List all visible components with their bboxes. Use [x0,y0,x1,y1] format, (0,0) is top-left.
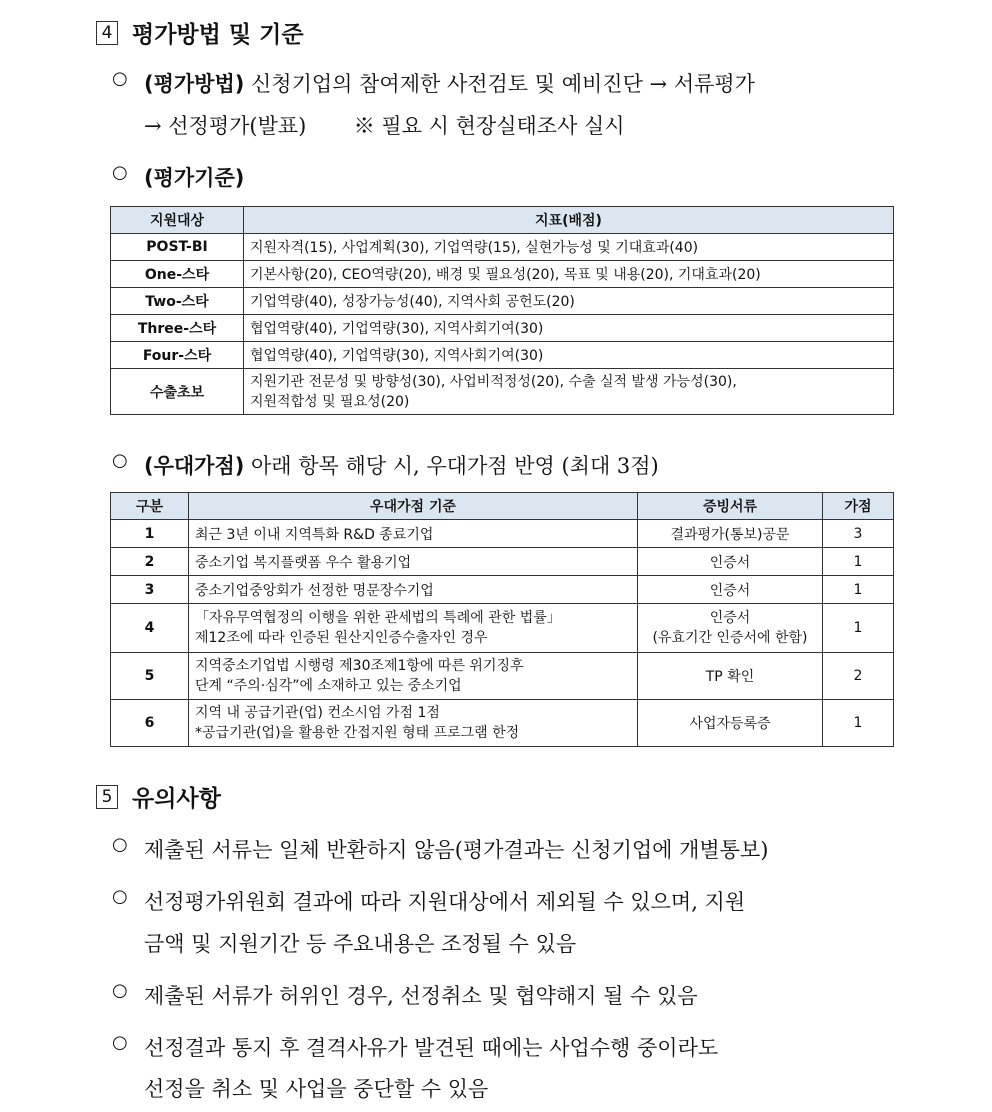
bonus-points-label: (우대가점) [144,454,245,478]
table-row: 1 최근 3년 이내 지역특화 R&D 종료기업 결과평가(통보)공문 3 [111,520,894,548]
column-header: 지원대상 [111,207,244,234]
evaluation-criteria-label: (평가기준) [144,166,245,190]
notice-item: ○ 제출된 서류가 허위인 경우, 선정취소 및 협약해지 될 수 있음 [112,980,698,1008]
section-5-heading [96,780,221,813]
column-header: 지표(배점) [244,207,894,234]
table-header-row [111,493,894,520]
table-row: 2 중소기업 복지플랫폼 우수 활용기업 인증서 1 [111,548,894,576]
notice-item: ○ 선정결과 통지 후 결격사유가 발견된 때에는 사업수행 중이라도 [112,1032,719,1060]
notice-item: ○ 선정평가위원회 결과에 따라 지원대상에서 제외될 수 있으며, 지원 [112,886,746,914]
criteria-table [110,206,894,415]
evaluation-method-label: (평가방법) [144,72,245,96]
evaluation-method-bullet [112,68,912,98]
table-row: Two-스타 기업역량(40), 성장가능성(40), 지역사회 공헌도(20) [111,288,894,315]
table-row: POST-BI 지원자격(15), 사업계획(30), 기업역량(15), 실현가능성 및 기대효과(40) [111,234,894,261]
table-row: Three-스타 협업역량(40), 기업역량(30), 지역사회기여(30) [111,315,894,342]
bonus-points-table [110,492,894,747]
section-title: 유의사항 [132,786,221,812]
bullet-circle-icon: ○ [112,450,128,471]
bullet-circle-icon: ○ [112,68,128,89]
bullet-circle-icon: ○ [112,1032,128,1053]
bonus-points-text: 아래 항목 해당 시, 우대가점 반영 (최대 3점) [244,454,659,478]
site-inspection-note: ※ 필요 시 현장실태조사 실시 [353,114,625,138]
bullet-circle-icon: ○ [112,162,128,183]
column-header: 증빙서류 [638,493,823,520]
section-title: 평가방법 및 기준 [132,22,304,48]
notice-item-line2: 선정을 취소 및 사업을 중단할 수 있음 [144,1077,489,1101]
bullet-circle-icon: ○ [112,834,128,855]
column-header: 가점 [823,493,894,520]
section-4-heading [96,16,304,49]
table-row: 3 중소기업중앙회가 선정한 명문장수기업 인증서 1 [111,576,894,604]
table-row: 5 지역중소기업법 시행령 제30조제1항에 따른 위기징후 단계 “주의·심각”에 소재하고 있는 중소기업 TP 확인 2 [111,653,894,700]
table-row: 4 「자유무역협정의 이행을 위한 관세법의 특례에 관한 법률」 제12조에 따라 인증된 원산지인증수출자인 경우 인증서 (유효기간 인증서에 한함) 1 [111,604,894,653]
section-number-box: 4 [96,21,118,45]
section-number-box: 5 [96,785,118,809]
notice-item: ○ 제출된 서류는 일체 반환하지 않음(평가결과는 신청기업에 개별통보) [112,834,769,862]
evaluation-criteria-bullet [112,162,412,192]
evaluation-method-text: 신청기업의 참여제한 사전검토 및 예비진단 → 서류평가 [244,72,755,96]
bullet-circle-icon: ○ [112,980,128,1001]
table-header-row [111,207,894,234]
table-row: 수출초보 지원기관 전문성 및 방향성(30), 사업비적정성(20), 수출 실적 발생 가능성(30), 지원적합성 및 필요성(20) [111,369,894,415]
bonus-points-bullet [112,450,912,480]
notice-item-line2: 금액 및 지원기간 등 주요내용은 조정될 수 있음 [144,932,577,956]
table-row: Four-스타 협업역량(40), 기업역량(30), 지역사회기여(30) [111,342,894,369]
table-row: One-스타 기본사항(20), CEO역량(20), 배경 및 필요성(20), 목표 및 내용(20), 기대효과(20) [111,261,894,288]
table-row: 6 지역 내 공급기관(업) 컨소시엄 가점 1점 *공급기관(업)을 활용한 간접지원 형태 프로그램 한정 사업자등록증 1 [111,700,894,747]
column-header: 우대가점 기준 [189,493,638,520]
bullet-circle-icon: ○ [112,886,128,907]
evaluation-method-line2: → 선정평가(발표) ※ 필요 시 현장실태조사 실시 [144,114,625,138]
column-header: 구분 [111,493,189,520]
